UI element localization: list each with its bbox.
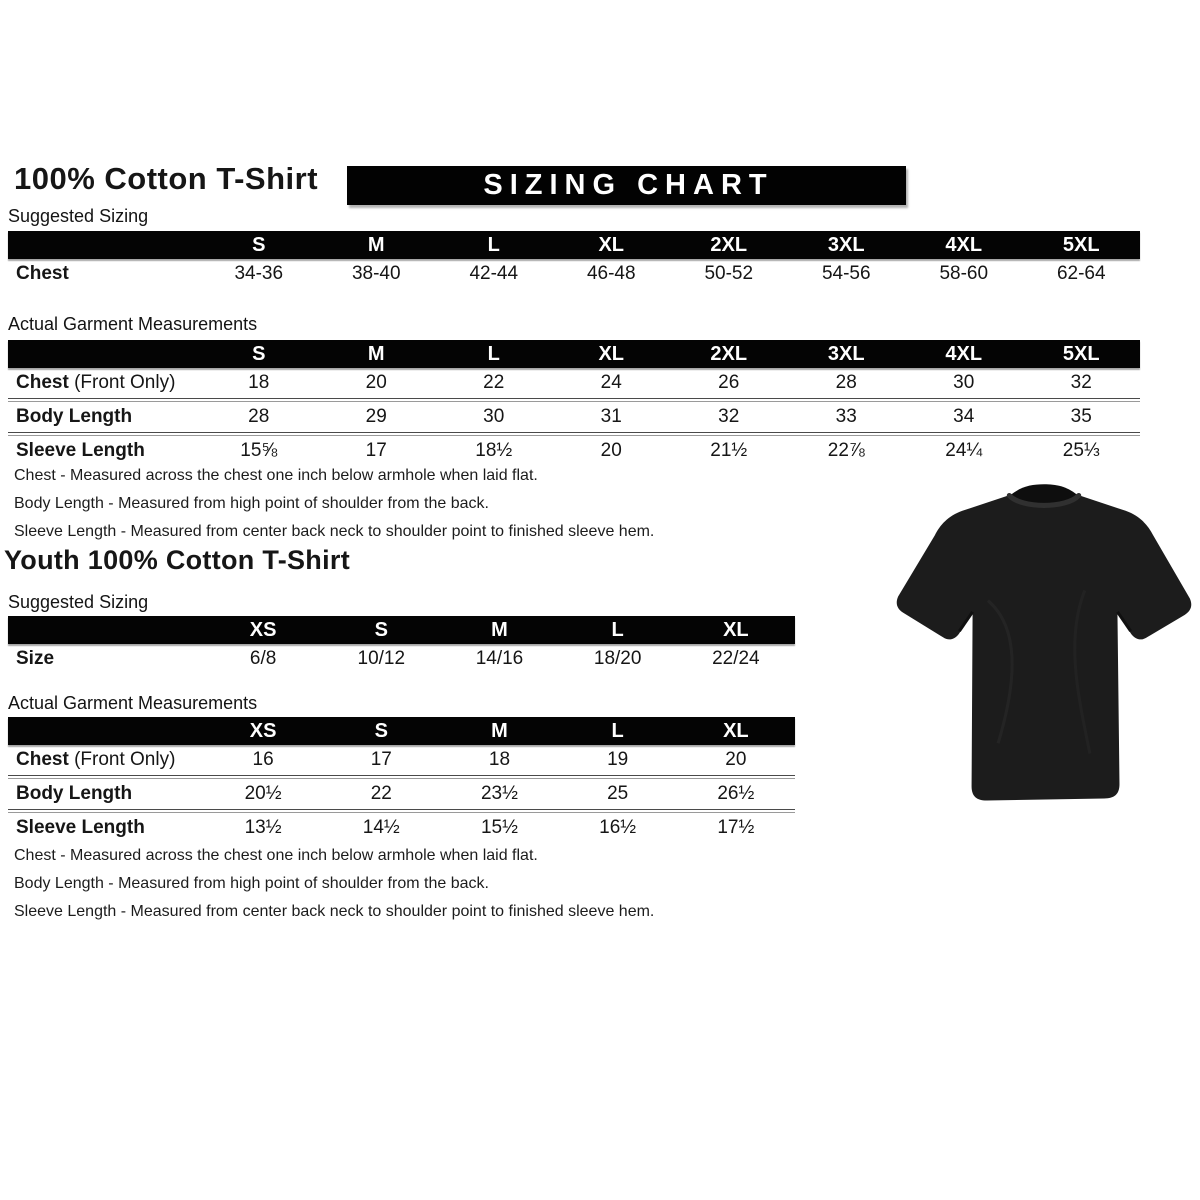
measurement-cell: 38-40 — [351, 263, 401, 284]
measurement-cell: 31 — [600, 406, 622, 427]
measurement-cell: 26½ — [717, 783, 755, 804]
row-label — [8, 817, 204, 839]
size-column-header: S — [252, 233, 266, 256]
measurement-cell: 17 — [370, 749, 392, 770]
measurement-cell: 14/16 — [475, 648, 524, 669]
size-column-header: M — [367, 233, 385, 256]
size-column-header: XS — [249, 618, 277, 641]
measurement-cell: 42-44 — [469, 263, 519, 284]
size-column-header: 5XL — [1062, 233, 1100, 256]
table-row — [8, 368, 1140, 398]
size-column-header: 4XL — [945, 233, 983, 256]
measurement-cell: 34-36 — [234, 263, 284, 284]
size-column-header: L — [611, 719, 624, 742]
measurement-cell: 18½ — [475, 440, 513, 461]
youth-measurements-table — [8, 717, 795, 843]
row-label — [8, 406, 200, 428]
measurement-cell: 30 — [953, 372, 975, 393]
measurement-cell: 20 — [365, 372, 387, 393]
measurement-cell: 20 — [725, 749, 747, 770]
size-column-header: M — [491, 618, 508, 641]
sizing-chart-banner: SIZING CHART — [347, 166, 906, 205]
size-column-header: S — [374, 618, 388, 641]
size-column-header: 4XL — [945, 342, 983, 365]
table-row — [8, 779, 795, 809]
measurement-cell: 32 — [1070, 372, 1092, 393]
measurement-cell: 35 — [1070, 406, 1092, 427]
measurement-cell: 25 — [607, 783, 629, 804]
row-label: Chest — [16, 263, 69, 284]
row-label-bold: Sleeve Length — [16, 440, 145, 461]
note-sleeve-length: Sleeve Length - Measured from center back neck to shoulder point to finished sleeve hem. — [14, 903, 655, 920]
measurement-cell: 22 — [483, 372, 505, 393]
measurement-cell: 17½ — [717, 817, 755, 838]
measurement-cell: 58-60 — [939, 263, 989, 284]
size-column-header: S — [374, 719, 388, 742]
measurement-cell: 17 — [365, 440, 387, 461]
youth-measurement-notes — [14, 842, 654, 926]
youth-suggested-sizing-label: Suggested Sizing — [8, 592, 149, 612]
size-column-header: 3XL — [827, 233, 865, 256]
table-header-row — [8, 231, 1140, 259]
size-column-header: M — [491, 719, 508, 742]
measurement-cell: 33 — [835, 406, 857, 427]
table-header-row — [8, 340, 1140, 368]
youth-measurements-label: Actual Garment Measurements — [8, 693, 258, 713]
row-label-rest: (Front Only) — [68, 749, 176, 770]
row-label-bold: Body Length — [16, 406, 133, 427]
page-title: 100% Cotton T-Shirt — [14, 161, 319, 196]
row-label — [8, 440, 200, 462]
table-row — [8, 644, 795, 674]
measurement-cell: 22⅞ — [827, 440, 865, 461]
measurement-cell: 50-52 — [704, 263, 754, 284]
measurement-cell: 18 — [248, 372, 270, 393]
measurement-cell: 46-48 — [586, 263, 636, 284]
measurement-cell: 32 — [718, 406, 740, 427]
row-label-bold: Sleeve Length — [16, 817, 145, 838]
table-row — [8, 259, 1140, 289]
measurement-cell: 10/12 — [357, 648, 406, 669]
measurement-cell: 20½ — [244, 783, 282, 804]
measurement-cell: 23½ — [480, 783, 518, 804]
size-column-header: 2XL — [710, 342, 748, 365]
measurement-cell: 22/24 — [712, 648, 760, 669]
measurement-cell: 6/8 — [249, 648, 277, 669]
youth-suggested-sizing-table — [8, 616, 795, 674]
table-row — [8, 745, 795, 775]
measurement-cell: 29 — [365, 406, 387, 427]
measurement-cell: 54-56 — [821, 263, 871, 284]
measurement-cell: 28 — [248, 406, 270, 427]
size-column-header: XL — [723, 618, 749, 641]
row-label — [8, 749, 204, 771]
measurement-cell: 34 — [953, 406, 975, 427]
size-column-header: XS — [249, 719, 277, 742]
measurement-cell: 62-64 — [1056, 263, 1106, 284]
note-chest: Chest - Measured across the chest one inch below armhole when laid flat. — [14, 847, 538, 864]
measurement-cell: 19 — [607, 749, 629, 770]
row-label-bold: Chest — [16, 372, 69, 393]
measurement-cell: 13½ — [244, 817, 282, 838]
measurement-cell: 14½ — [362, 817, 400, 838]
measurement-cell: 28 — [835, 372, 857, 393]
measurement-cell: 24¼ — [945, 440, 983, 461]
size-column-header: XL — [598, 233, 625, 256]
adult-suggested-sizing-table — [8, 231, 1140, 289]
note-sleeve-length: Sleeve Length - Measured from center back neck to shoulder point to finished sleeve hem. — [14, 523, 655, 540]
measurement-cell: 25⅓ — [1062, 440, 1100, 461]
size-column-header: L — [487, 233, 500, 256]
measurement-cell: 15½ — [480, 817, 518, 838]
measurement-cell: 18 — [488, 749, 511, 770]
measurement-cell: 22 — [370, 783, 392, 804]
measurement-cell: 18/20 — [593, 648, 642, 669]
size-column-header: XL — [598, 342, 625, 365]
row-label — [8, 783, 204, 805]
tshirt-image — [891, 478, 1197, 823]
measurement-cell: 15⅝ — [240, 440, 278, 461]
adult-suggested-sizing-label: Suggested Sizing — [8, 206, 149, 226]
row-label: Size — [16, 648, 55, 669]
row-label-bold: Body Length — [16, 783, 133, 804]
note-chest: Chest - Measured across the chest one inch below armhole when laid flat. — [14, 467, 538, 484]
measurement-cell: 21½ — [710, 440, 748, 461]
table-row — [8, 402, 1140, 432]
adult-measurement-notes — [14, 462, 654, 546]
size-column-header: 2XL — [710, 233, 748, 256]
note-body-length: Body Length - Measured from high point of shoulder from the back. — [14, 495, 489, 512]
measurement-cell: 16 — [252, 749, 274, 770]
measurement-cell: 16½ — [599, 817, 637, 838]
size-column-header: L — [487, 342, 500, 365]
youth-section-title: Youth 100% Cotton T-Shirt — [4, 545, 350, 575]
table-header-row — [8, 717, 795, 745]
measurement-cell: 30 — [483, 406, 505, 427]
adult-measurements-table — [8, 340, 1140, 466]
size-column-header: 3XL — [827, 342, 865, 365]
row-label-rest: (Front Only) — [68, 372, 176, 393]
adult-measurements-label: Actual Garment Measurements — [8, 314, 258, 334]
row-label — [8, 372, 200, 394]
measurement-cell: 26 — [718, 372, 740, 393]
size-column-header: XL — [723, 719, 749, 742]
size-column-header: M — [367, 342, 385, 365]
note-body-length: Body Length - Measured from high point of shoulder from the back. — [14, 875, 489, 892]
size-column-header: 5XL — [1062, 342, 1100, 365]
measurement-cell: 24 — [600, 372, 622, 393]
table-row — [8, 813, 795, 843]
size-column-header: S — [252, 342, 266, 365]
table-header-row — [8, 616, 795, 644]
measurement-cell: 20 — [600, 440, 622, 461]
black-tshirt-graphic — [891, 478, 1197, 818]
size-column-header: L — [611, 618, 624, 641]
row-label-bold: Chest — [16, 749, 69, 770]
